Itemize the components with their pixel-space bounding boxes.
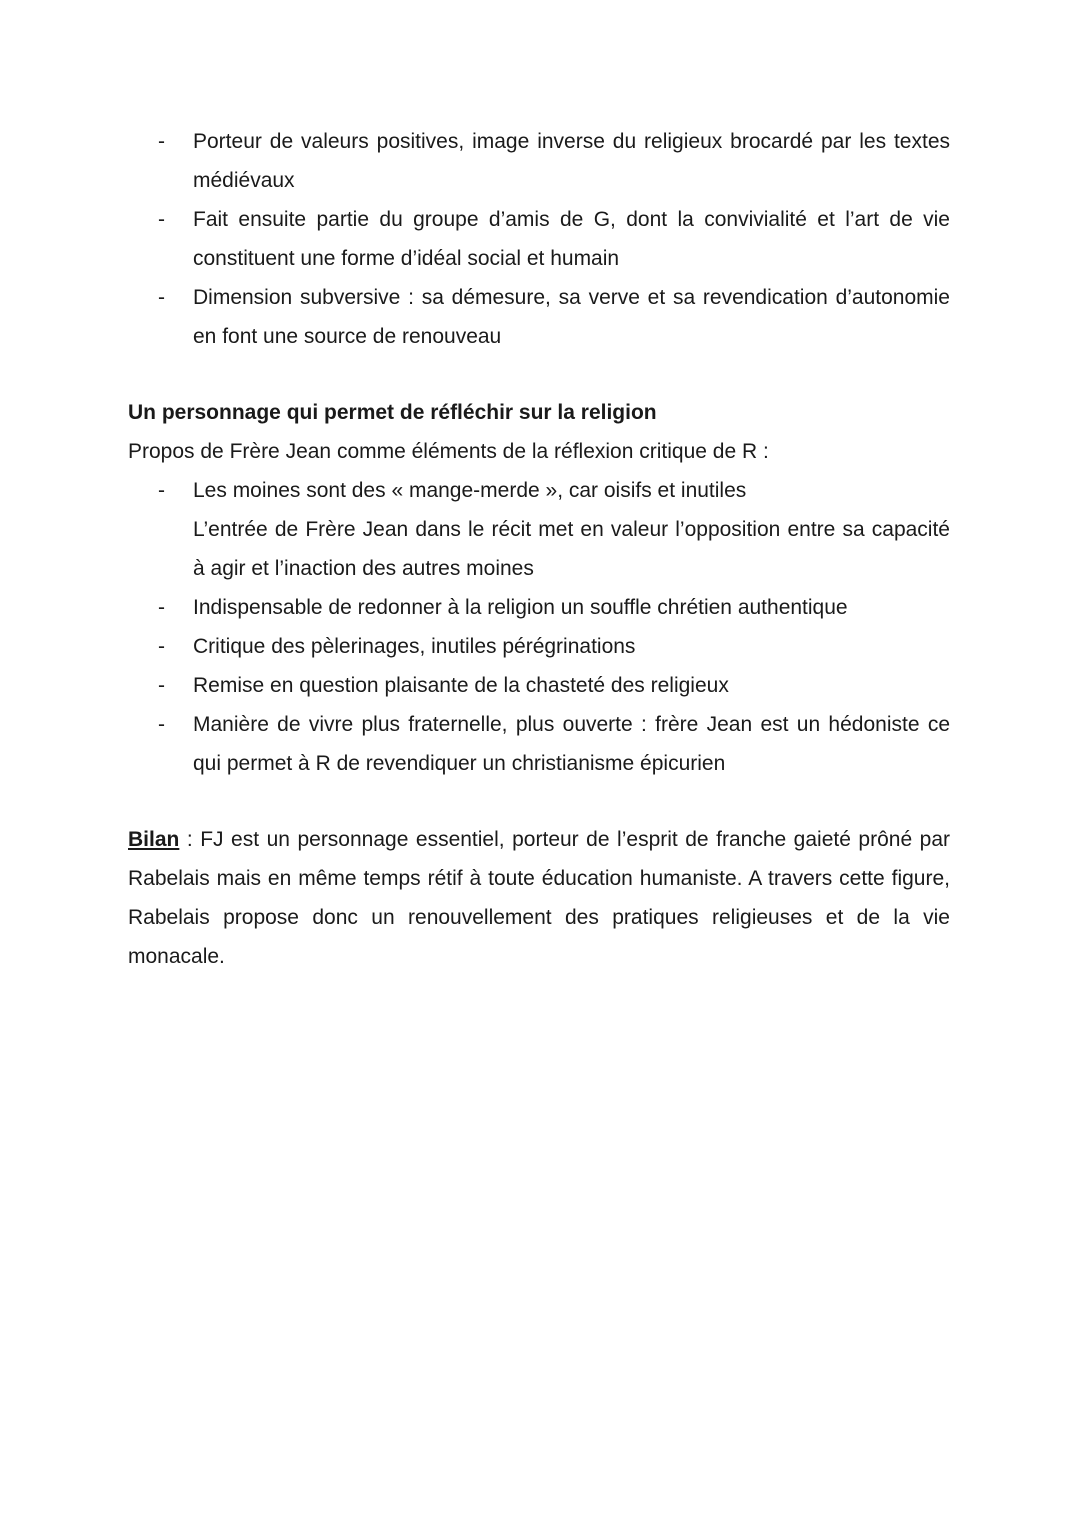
list-item [128,588,950,627]
bullet-dash: - [158,635,165,658]
list-item-text: Les moines sont des « mange-merde », car oisifs et inutiles [193,479,747,502]
bullet-list-religion-more [128,588,950,783]
list-item-text: Critique des pèlerinages, inutiles pérégrinations [193,635,636,658]
list-item [128,666,950,705]
list-item-text: Porteur de valeurs positives, image inverse du religieux brocardé par les textes médiévaux [193,130,950,192]
bullet-dash: - [158,674,165,697]
document-page [128,122,950,997]
section-intro: Propos de Frère Jean comme éléments de la réflexion critique de R : [128,440,769,463]
list-item [128,471,950,510]
list-item [128,705,950,783]
list-item [128,627,950,666]
list-item-text: Remise en question plaisante de la chasteté des religieux [193,674,729,697]
bullet-list-religion [128,471,950,510]
list-item [128,200,950,278]
bullet-dash: - [158,479,165,502]
list-item-text: Fait ensuite partie du groupe d’amis de G, dont la convivialité et l’art de vie constituent une forme d’idéal social et humain [193,208,950,270]
conclusion-paragraph [128,820,950,976]
list-item [128,278,950,356]
list-item-text: Manière de vivre plus fraternelle, plus ouverte : frère Jean est un hédoniste ce qui permet à R de revendiquer un christianisme épicurien [193,713,950,775]
bullet-dash: - [158,596,165,619]
conclusion-label: Bilan [128,828,180,851]
list-item-text: Dimension subversive : sa démesure, sa verve et sa revendication d’autonomie en font une source de renouveau [193,286,950,348]
section-heading: Un personnage qui permet de réfléchir sur la religion [128,401,657,424]
conclusion-text: : FJ est un personnage essentiel, porteur de l’esprit de franche gaieté prôné par Rabelais mais en même temps rétif à toute éducation humaniste. A travers cette figure, Rabelais propose donc un renouvellement des pratiques religieuses et de la vie monacale. [128,828,950,968]
list-item-continuation: L’entrée de Frère Jean dans le récit met en valeur l’opposition entre sa capacité à agir et l’inaction des autres moines [193,518,950,580]
bullet-dash: - [158,286,165,309]
bullet-dash: - [158,713,165,736]
bullet-dash: - [158,130,165,153]
list-item-text: Indispensable de redonner à la religion un souffle chrétien authentique [193,596,848,619]
bullet-dash: - [158,208,165,231]
bullet-list-qualities [128,122,950,356]
list-item [128,122,950,200]
